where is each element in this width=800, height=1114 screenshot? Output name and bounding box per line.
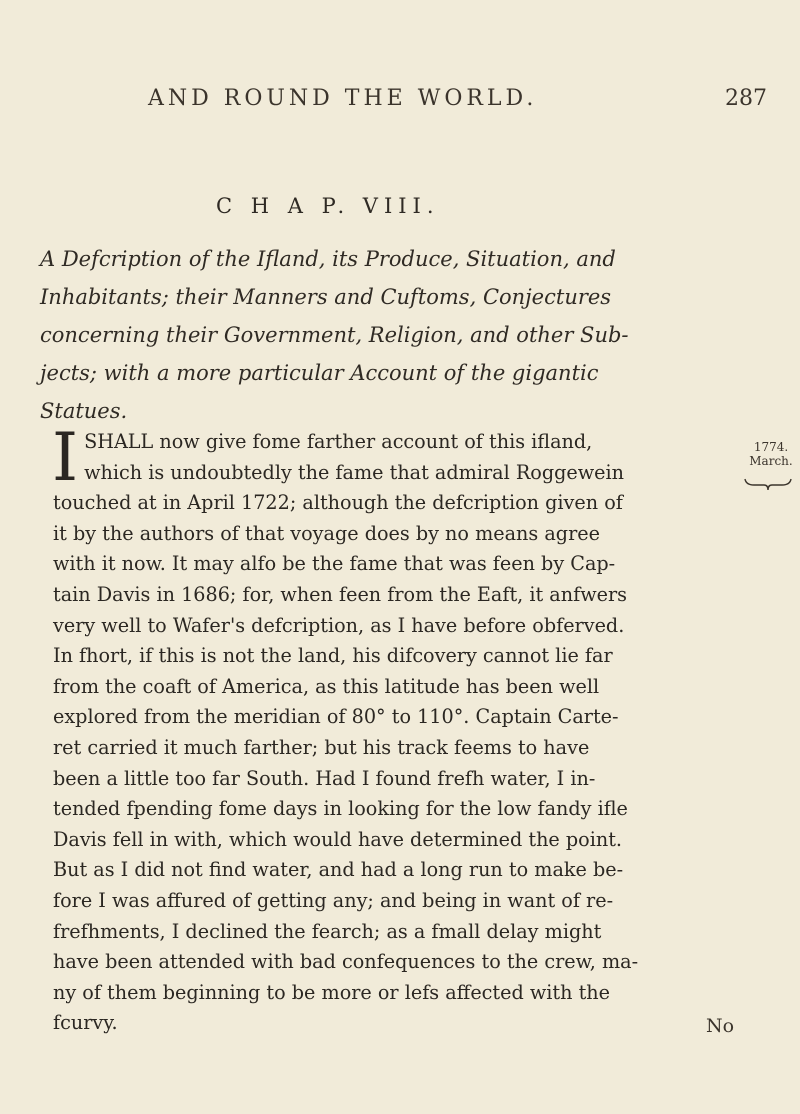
summary-line: concerning their Government, Religion, and other Sub- bbox=[40, 323, 629, 347]
body-line: ret carried it much farther; but his track feems to have bbox=[53, 735, 590, 759]
body-line: frefhments, I declined the fearch; as a fmall delay might bbox=[53, 919, 602, 943]
margin-date-note bbox=[746, 440, 796, 468]
drop-cap: I bbox=[52, 419, 79, 496]
body-line: fore I was affured of getting any; and being in want of re- bbox=[53, 888, 614, 912]
body-line: In fhort, if this is not the land, his difcovery cannot lie far bbox=[53, 644, 613, 668]
body-line: SHALL now give fome farther account of this ifland, bbox=[84, 430, 593, 453]
summary-line: Statues. bbox=[40, 399, 128, 423]
brace-icon bbox=[744, 476, 792, 492]
body-line: touched at in April 1722; although the defcription given of bbox=[53, 491, 623, 515]
chapter-heading: C H A P. VIII. bbox=[216, 194, 440, 218]
body-line: tain Davis in 1686; for, when feen from the Eaft, it anfwers bbox=[53, 582, 627, 606]
margin-month: March. bbox=[749, 454, 793, 468]
chapter-summary bbox=[40, 240, 740, 430]
body-line: been a little too far South. Had I found frefh water, I in- bbox=[53, 766, 596, 790]
body-line: have been attended with bad confequences to the crew, ma- bbox=[53, 950, 639, 974]
body-line: But as I did not find water, and had a long run to make be- bbox=[53, 858, 624, 882]
body-line: ny of them beginning to be more or lefs affected with the bbox=[53, 980, 611, 1004]
body-line: explored from the meridian of 80° to 110°. Captain Carte- bbox=[53, 705, 619, 729]
body-line: very well to Wafer's defcription, as I have before obferved. bbox=[53, 613, 625, 637]
running-head: AND ROUND THE WORLD. bbox=[148, 86, 538, 111]
catchword: No bbox=[706, 1015, 735, 1037]
body-line: tended fpending fome days in looking for the low fandy ifle bbox=[53, 797, 628, 821]
page-number: 287 bbox=[725, 86, 767, 111]
body-line: with it now. It may alfo be the fame that was feen by Cap- bbox=[53, 552, 616, 576]
body-line: Davis fell in with, which would have determined the point. bbox=[53, 827, 623, 851]
body-line: it by the authors of that voyage does by no means agree bbox=[53, 521, 600, 545]
summary-line: jects; with a more particular Account of the gigantic bbox=[40, 361, 599, 385]
body-text bbox=[52, 419, 723, 1039]
summary-line: A Defcription of the Ifland, its Produce, Situation, and bbox=[40, 247, 616, 271]
summary-line: Inhabitants; their Manners and Cuftoms, Conjectures bbox=[40, 285, 612, 309]
margin-year: 1774. bbox=[753, 440, 789, 454]
body-line: which is undoubtedly the fame that admiral Roggewein bbox=[84, 460, 625, 484]
body-line: from the coaft of America, as this latitude has been well bbox=[53, 674, 600, 698]
body-line: fcurvy. bbox=[53, 1011, 118, 1035]
